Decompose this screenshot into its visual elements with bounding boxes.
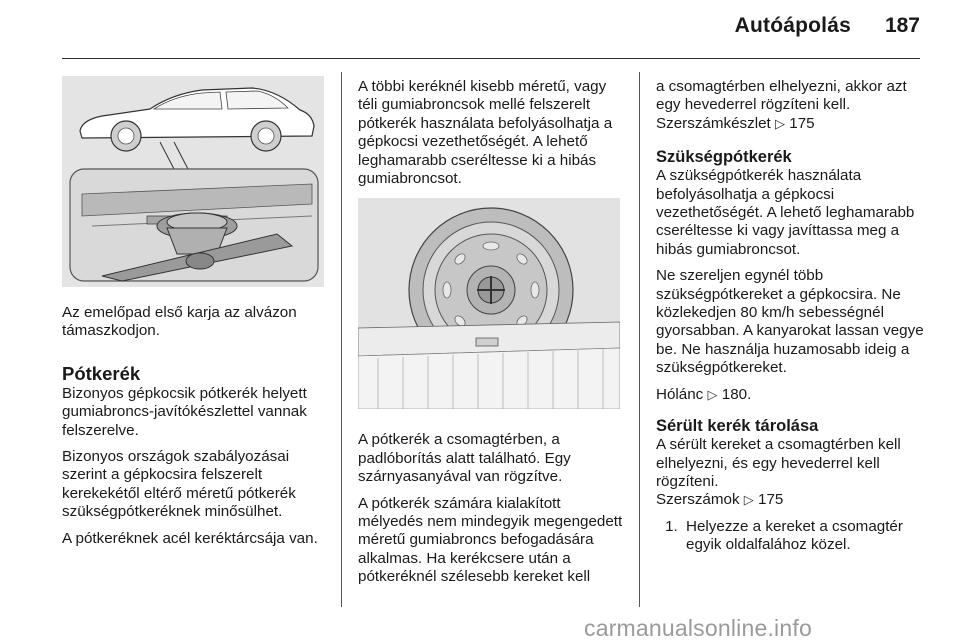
reference-label: Szerszámok [656, 491, 740, 509]
list-item: 1. Helyezze a kereket a csomagtér egyik oldalfalához közel. [682, 518, 926, 555]
page-reference-icon: ▷ [743, 492, 754, 508]
paragraph: A pótkerék számára kialakított mélyedés nem mindegyik megengedett méretű gumiabroncs befogadására alkalmas. Ha kerékcsere után a pótkeréknél szélesebb kereket kell [358, 494, 623, 586]
spare-wheel-illustration [358, 198, 620, 409]
reference-page[interactable]: 180. [721, 385, 752, 403]
page-header [735, 14, 920, 38]
header-rule [62, 58, 920, 59]
column-divider [341, 72, 342, 607]
car-lift-drawing [62, 76, 324, 287]
reference-page[interactable]: 175 [789, 114, 815, 132]
watermark: carmanualsonline.info [584, 615, 812, 641]
paragraph: A többi keréknél kisebb méretű, vagy téli gumiabroncsok mellé felszerelt pótkerék használata befolyásolhatja a gépkocsi vezethetőségét. A lehető leghamarabb cseréltesse ki a hibás gumiabroncsot. [358, 78, 613, 188]
section-heading: Szükségpótkerék [656, 148, 792, 167]
cross-reference [656, 115, 926, 133]
paragraph: Ne szereljen egynél több szükségpótkereket a gépkocsira. Ne közlekedjen 80 km/h sebességnél gyorsabban. A kanyarokat lassan vegye be. Ne használja huzamosabb ideig a szükségpótkereket. [656, 267, 924, 377]
cross-reference [656, 386, 926, 404]
paragraph: A szükségpótkerék használata befolyásolhatja a gépkocsi vezethetőségét. A lehető leghamarabb cseréltesse ki vagy javíttassa meg a hibás gumiabroncsot. [656, 167, 915, 258]
paragraph: A pótkerék a csomagtérben, a padlóborítás alatt található. Egy szárnyasanyával van rögzítve. [358, 431, 571, 486]
spare-wheel-drawing [358, 198, 620, 409]
instruction-list [656, 518, 926, 555]
page-reference-icon: ▷ [707, 386, 718, 402]
section-title: Autóápolás [734, 14, 851, 37]
section-heading: Sérült kerék tárolása [656, 417, 819, 436]
page-reference-icon: ▷ [775, 115, 786, 131]
column-1 [62, 76, 324, 556]
page-number: 187 [884, 14, 920, 37]
car-lift-illustration [62, 76, 324, 287]
paragraph: a csomagtérben elhelyezni, akkor azt egy hevederrel rögzíteni kell. [656, 78, 907, 114]
section-heading: Pótkerék [62, 362, 141, 384]
paragraph: A sérült kereket a csomagtérben kell elhelyezni, és egy hevederrel kell rögzíteni. [656, 436, 901, 490]
figure-caption: Az emelőpad első karja az alvázon támaszkodjon. [62, 304, 297, 340]
paragraph: Bizonyos gépkocsik pótkerék helyett gumiabroncs-javítókészlettel vannak felszerelve. [62, 384, 307, 439]
paragraph: A pótkeréknek acél keréktárcsája van. [62, 529, 318, 547]
column-3 [656, 78, 926, 555]
column-2 [358, 78, 628, 595]
reference-label: Szerszámkészlet [656, 114, 771, 132]
column-divider [639, 72, 640, 607]
reference-page[interactable]: 175 [758, 491, 784, 509]
paragraph: Bizonyos országok szabályozásai szerint a gépkocsira felszerelt kerekekétől eltérő méretű pótkerék szükségpótkeréknek minősülhet. [62, 448, 296, 521]
cross-reference [656, 491, 926, 509]
reference-label: Hólánc [656, 385, 704, 403]
